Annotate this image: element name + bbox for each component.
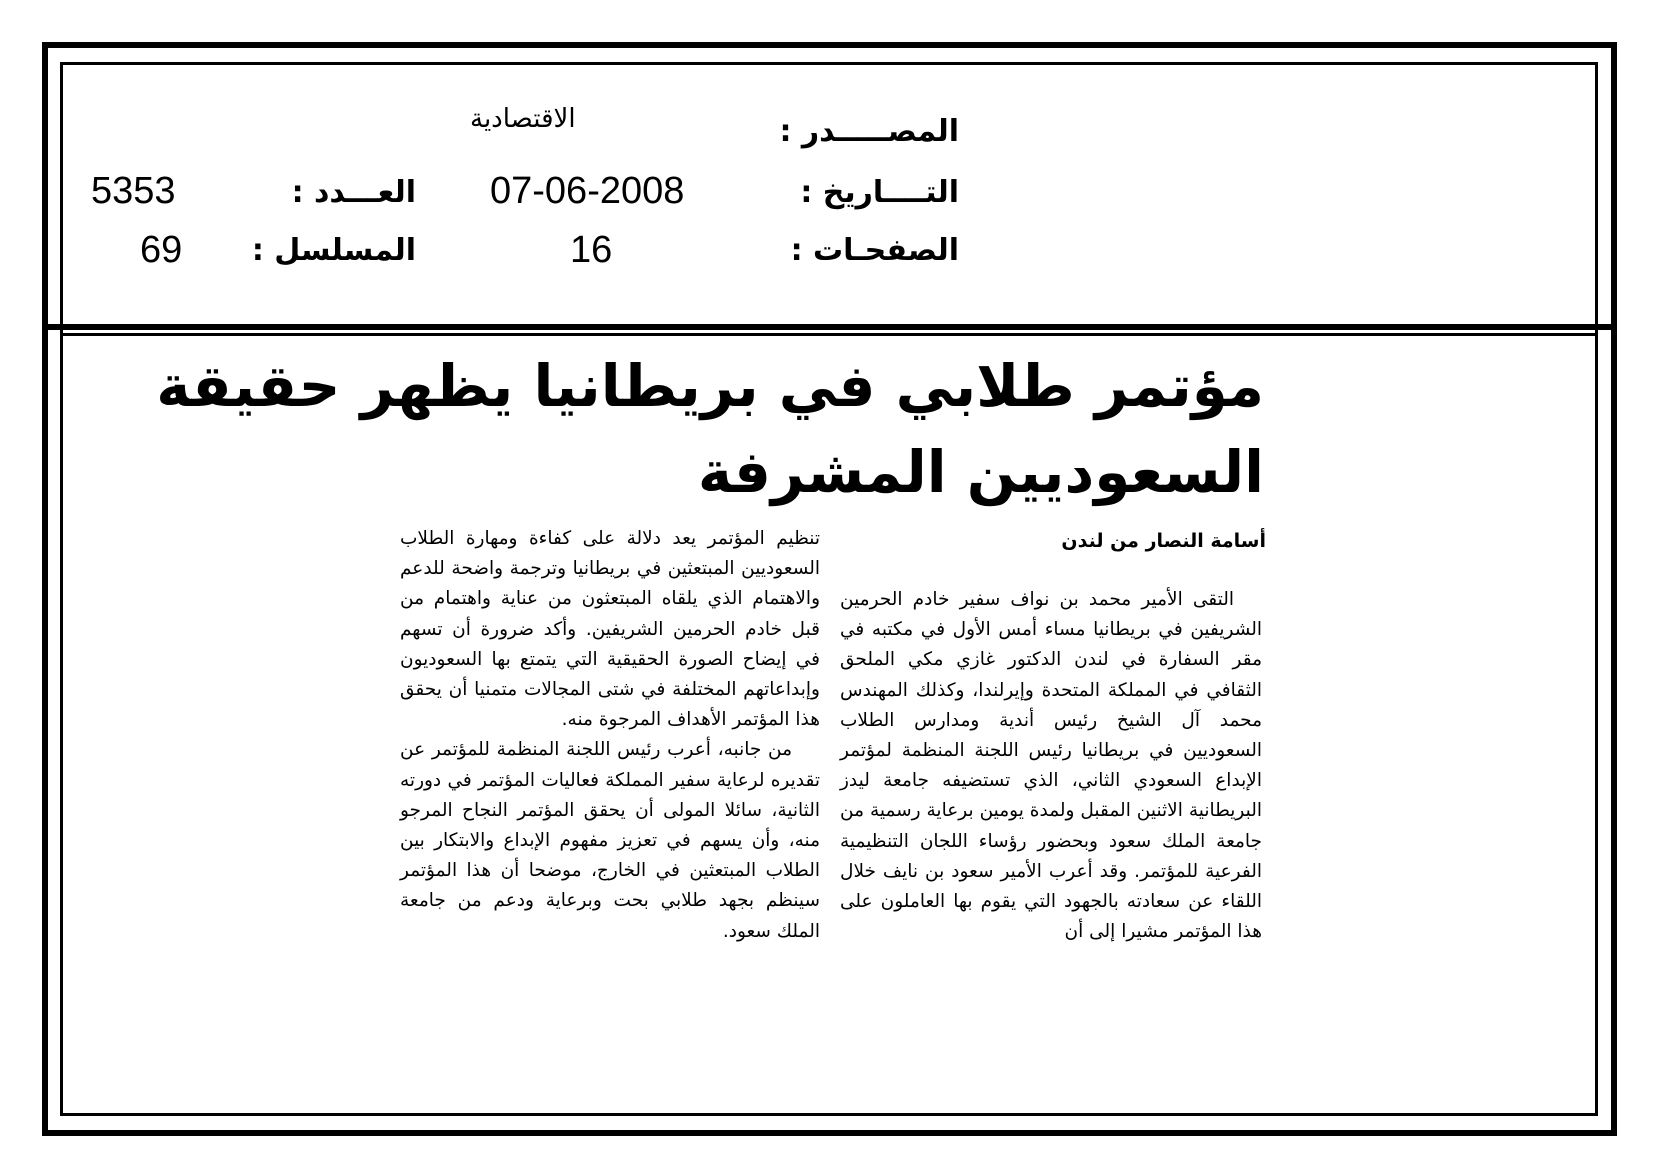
issue-label: العـــدد :	[291, 175, 416, 210]
headline-line-2: السعوديين المشرفة	[697, 438, 1264, 506]
header-divider	[42, 324, 1617, 330]
article-column-right	[840, 585, 1262, 947]
pages-label: الصفحـات :	[790, 233, 959, 268]
article-paragraph: من جانبه، أعرب رئيس اللجنة المنظمة للمؤتمر عن تقديره لرعاية سفير المملكة فعاليات المؤتمر في دورته الثانية، سائلا المولى أن يحقق المؤتمر النجاح المرجو منه، وأن يسهم في تعزيز مفهوم الإبداع والابتكار بين الطلاب المبتعثين في الخارج، موضحا أن هذا المؤتمر سينظم بجهد طلابي بحت وبرعاية ودعم من جامعة الملك سعود.	[400, 739, 820, 942]
date-value: 07-06-2008	[490, 170, 685, 212]
source-label: المصـــــدر :	[779, 114, 959, 149]
inner-border	[60, 62, 1598, 1116]
issue-value: 5353	[91, 170, 176, 212]
serial-value: 69	[140, 229, 183, 271]
article-column-left	[400, 524, 820, 947]
article-paragraph: التقى الأمير محمد بن نواف سفير خادم الحرمين الشريفين في بريطانيا مساء أمس الأول في مكتبه في مقر السفارة في لندن الدكتور غازي مكي الملحق الثقافي في المملكة المتحدة وإيرلندا، وكذلك المهندس محمد آل الشيخ رئيس أندية ومدارس الطلاب السعوديين في بريطانيا رئيس اللجنة المنظمة لمؤتمر الإبداع السعودي الثاني، الذي تستضيفه جامعة ليدز البريطانية الاثنين المقبل ولمدة يومين برعاية رسمية من جامعة الملك سعود وبحضور رؤساء اللجان التنظيمية الفرعية للمؤتمر. وقد أعرب الأمير سعود بن نايف خلال اللقاء عن سعادته بالجهود التي يقوم بها العاملون على هذا المؤتمر مشيرا إلى أن	[840, 589, 1262, 943]
article-paragraph: تنظيم المؤتمر يعد دلالة على كفاءة ومهارة الطلاب السعوديين المبتعثين في بريطانيا وترجمة واضحة للدعم والاهتمام الذي يلقاه المبتعثون من عناية واهتمام من قبل خادم الحرمين الشريفين. وأكد ضرورة أن تسهم في إيضاح الصورة الحقيقية التي يتمتع بها السعوديون وإبداعاتهم المختلفة في شتى المجالات متمنيا أن يحقق هذا المؤتمر الأهداف المرجوة منه.	[400, 528, 820, 731]
date-label: التــــاريخ :	[800, 175, 959, 210]
source-value: الاقتصادية	[470, 104, 576, 134]
serial-label: المسلسل :	[251, 233, 416, 268]
headline-line-1: مؤتمر طلابي في بريطانيا يظهر حقيقة	[156, 352, 1264, 420]
header-divider-thin	[60, 333, 1598, 336]
pages-value: 16	[570, 229, 613, 271]
byline: أسامة النصار من لندن	[1061, 530, 1266, 552]
